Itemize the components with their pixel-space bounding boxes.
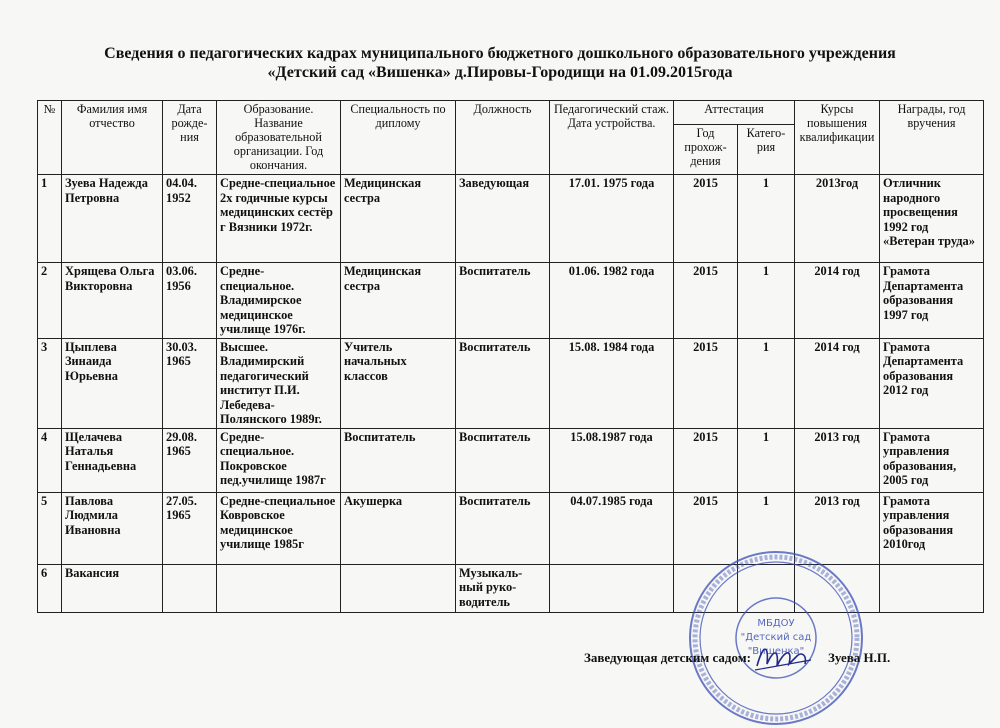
- cell-specialty: Медицинская сестра: [341, 263, 456, 339]
- cell-att-year: 2015: [674, 175, 738, 263]
- cell-experience: [550, 564, 674, 612]
- signatory-name: Зуева Н.П.: [828, 650, 891, 665]
- table-row: [38, 175, 984, 263]
- header-att-cat: Катего-рия: [738, 125, 795, 175]
- cell-specialty: Медицинская сестра: [341, 175, 456, 263]
- cell-num: 1: [38, 175, 62, 263]
- cell-att-cat: 1: [738, 338, 795, 428]
- cell-name: Зуева Надежда Петровна: [62, 175, 163, 263]
- header-dob: Дата рожде-ния: [163, 101, 217, 175]
- cell-courses: 2014 год: [795, 338, 880, 428]
- cell-att-cat: 1: [738, 428, 795, 492]
- cell-num: 4: [38, 428, 62, 492]
- header-name: Фамилия имя отчество: [62, 101, 163, 175]
- cell-specialty: [341, 564, 456, 612]
- cell-experience: 01.06. 1982 года: [550, 263, 674, 339]
- title-line-1: Сведения о педагогических кадрах муниципального бюджетного дошкольного образовательного учреждения: [104, 45, 896, 62]
- cell-name: Цыплева Зинаида Юрьевна: [62, 338, 163, 428]
- cell-awards: Грамота Департамента образования 2012 год: [880, 338, 984, 428]
- cell-experience: 15.08.1987 года: [550, 428, 674, 492]
- cell-att-cat: 1: [738, 492, 795, 564]
- cell-att-year: 2015: [674, 338, 738, 428]
- header-att-year: Год прохож-дения: [674, 125, 738, 175]
- cell-position: Воспитатель: [456, 428, 550, 492]
- header-specialty: Специальность по диплому: [341, 101, 456, 175]
- header-attestation: Аттестация: [674, 101, 795, 125]
- cell-position: Музыкаль-ный руко-водитель: [456, 564, 550, 612]
- signature-label: Заведующая детским садом:: [584, 650, 751, 665]
- cell-courses: 2013 год: [795, 492, 880, 564]
- cell-num: 2: [38, 263, 62, 339]
- header-experience: Педагогический стаж. Дата устройства.: [550, 101, 674, 175]
- cell-education: Средне-специальное. Владимирское медицинское училище 1976г.: [217, 263, 341, 339]
- cell-position: Воспитатель: [456, 492, 550, 564]
- table-row: [38, 263, 984, 339]
- cell-courses: 2013год: [795, 175, 880, 263]
- cell-education: Средне-специальное. Покровское пед.училище 1987г: [217, 428, 341, 492]
- handwritten-signature: [753, 638, 813, 678]
- cell-dob: 04.04. 1952: [163, 175, 217, 263]
- cell-education: Средне-специальное Ковровское медицинское училище 1985г: [217, 492, 341, 564]
- cell-experience: 17.01. 1975 года: [550, 175, 674, 263]
- cell-name: Хрящева Ольга Викторовна: [62, 263, 163, 339]
- title-line-2: «Детский сад «Вишенка» д.Пировы-Городищи на 01.09.2015года: [267, 64, 733, 81]
- header-num: №: [38, 101, 62, 175]
- stamp-text-line-3: "Вишенка": [747, 646, 805, 657]
- header-education: Образование. Название образовательной организации. Год окончания.: [217, 101, 341, 175]
- table-row: [38, 428, 984, 492]
- header-courses: Курсы повышения квалификации: [795, 101, 880, 175]
- cell-dob: 27.05. 1965: [163, 492, 217, 564]
- cell-att-cat: 1: [738, 263, 795, 339]
- cell-att-year: 2015: [674, 428, 738, 492]
- cell-awards: Грамота управления образования, 2005 год: [880, 428, 984, 492]
- cell-num: 3: [38, 338, 62, 428]
- header-awards: Награды, год вручения: [880, 101, 984, 175]
- cell-awards: [880, 564, 984, 612]
- cell-specialty: Учитель начальных классов: [341, 338, 456, 428]
- header-position: Должность: [456, 101, 550, 175]
- cell-position: Воспитатель: [456, 338, 550, 428]
- stamp-text-line-1: МБДОУ: [757, 618, 795, 629]
- cell-experience: 15.08. 1984 года: [550, 338, 674, 428]
- cell-dob: 30.03. 1965: [163, 338, 217, 428]
- cell-name: Павлова Людмила Ивановна: [62, 492, 163, 564]
- cell-position: Воспитатель: [456, 263, 550, 339]
- cell-courses: 2013 год: [795, 428, 880, 492]
- cell-specialty: Воспитатель: [341, 428, 456, 492]
- stamp-text-line-2: "Детский сад: [740, 632, 812, 643]
- cell-awards: Грамота Департамента образования 1997 год: [880, 263, 984, 339]
- cell-education: [217, 564, 341, 612]
- cell-dob: [163, 564, 217, 612]
- cell-education: Высшее. Владимирский педагогический институт П.И. Лебедева-Полянского 1989г.: [217, 338, 341, 428]
- cell-courses: 2014 год: [795, 263, 880, 339]
- cell-name: Щелачева Наталья Геннадьевна: [62, 428, 163, 492]
- document-title: [0, 44, 1000, 82]
- cell-num: 6: [38, 564, 62, 612]
- staff-table: [37, 100, 984, 613]
- cell-num: 5: [38, 492, 62, 564]
- cell-experience: 04.07.1985 года: [550, 492, 674, 564]
- cell-att-cat: 1: [738, 175, 795, 263]
- cell-dob: 29.08. 1965: [163, 428, 217, 492]
- cell-awards: Грамота управления образования 2010год: [880, 492, 984, 564]
- cell-position: Заведующая: [456, 175, 550, 263]
- cell-att-year: 2015: [674, 492, 738, 564]
- cell-awards: Отличник народного просвещения 1992 год «Ветеран труда»: [880, 175, 984, 263]
- cell-att-year: 2015: [674, 263, 738, 339]
- cell-dob: 03.06. 1956: [163, 263, 217, 339]
- cell-name: Вакансия: [62, 564, 163, 612]
- table-row: [38, 338, 984, 428]
- cell-education: Средне-специальное 2х годичные курсы медицинских сестёр г Вязники 1972г.: [217, 175, 341, 263]
- cell-specialty: Акушерка: [341, 492, 456, 564]
